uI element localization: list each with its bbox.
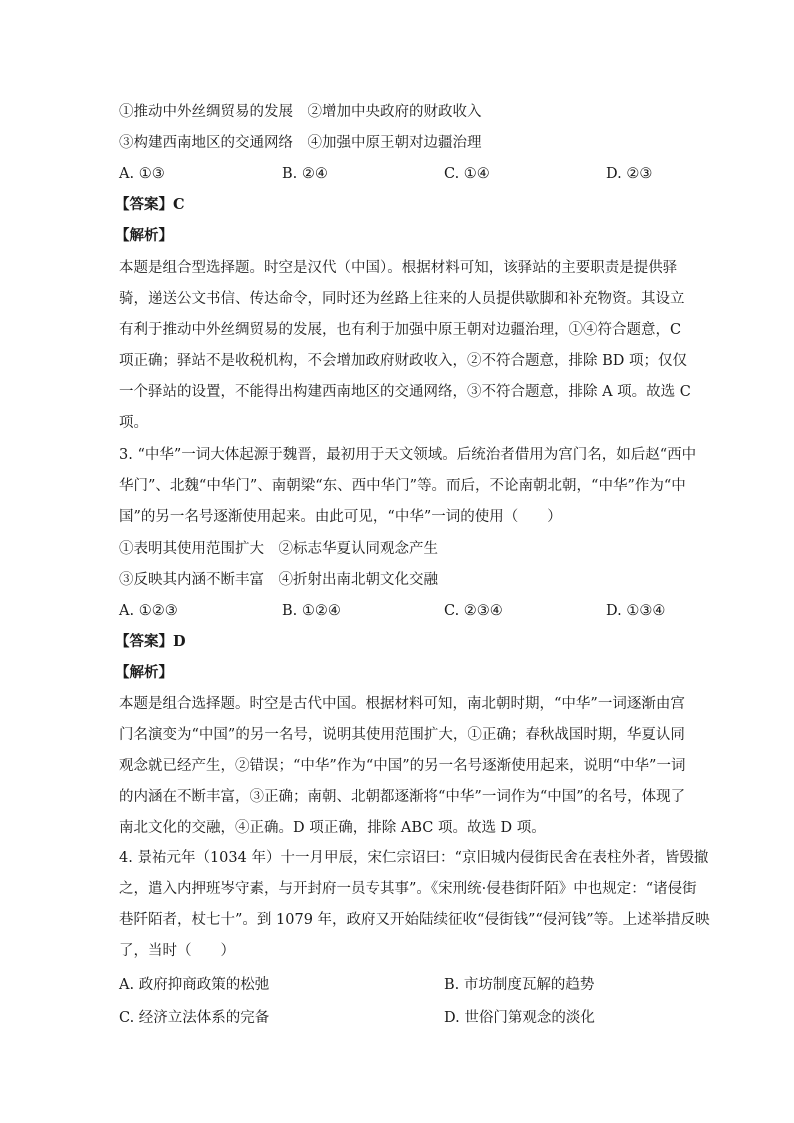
q2-analysis-line: 一个驿站的设置，不能得出构建西南地区的交通网络，③不符合题意，排除 A 项。故选 C <box>119 384 691 400</box>
q2-statements-line-1: ①推动中外丝绸贸易的发展 ②增加中央政府的财政收入 <box>119 104 482 120</box>
q2-option-c: C. ①④ <box>444 166 490 182</box>
q3-statements-line-1: ①表明其使用范围扩大 ②标志华夏认同观念产生 <box>119 541 438 557</box>
q3-option-d: D. ①③④ <box>606 603 666 619</box>
q4-stem-line: 之，遣入内押班岑守素，与开封府一员专其事”。《宋刑统·侵巷街阡陌》中也规定：“诸侵街 <box>119 881 697 897</box>
q3-answer: 【答案】D <box>115 633 186 650</box>
q4-option-d: D. 世俗门第观念的淡化 <box>444 1010 595 1026</box>
q3-analysis-text <box>119 689 686 844</box>
q3-analysis-line: 门名演变为“中国”的另一名号，说明其使用范围扩大，①正确；春秋战国时期，华夏认同 <box>119 727 685 743</box>
q3-analysis-line: 南北文化的交融，④正确。D 项正确，排除 ABC 项。故选 D 项。 <box>119 820 546 836</box>
q3-stem-line: 3. “中华”一词大体起源于魏晋，最初用于天文领域。后统治者借用为宫门名，如后赵“西中 <box>119 447 697 463</box>
q4-stem-line: 巷阡陌者，杖七十”。到 1079 年，政府又开始陆续征收“侵街钱”“侵河钱”等。上述举措反映 <box>119 912 710 928</box>
q2-analysis-text <box>119 253 691 439</box>
q3-option-a: A. ①②③ <box>119 603 178 619</box>
q2-analysis-line: 骑，递送公文书信、传达命令，同时还为丝路上往来的人员提供歇脚和补充物资。其设立 <box>119 291 685 307</box>
q2-option-a: A. ①③ <box>119 166 165 182</box>
q3-analysis-line: 本题是组合选择题。时空是古代中国。根据材料可知，南北朝时期，“中华”一词逐渐由宫 <box>119 696 685 712</box>
q3-option-c: C. ②③④ <box>444 603 503 619</box>
q3-analysis-label: 【解析】 <box>115 664 173 681</box>
q3-analysis-line: 的内涵在不断丰富，③正确；南朝、北朝都逐渐将“中华”一词作为“中国”的名号，体现了 <box>119 789 686 805</box>
q3-stem-line: 华门”、北魏“中华门”、南朝梁“东、西中华门”等。而后，不论南朝北朝，“中华”作为“中 <box>119 478 686 494</box>
q4-option-b: B. 市坊制度瓦解的趋势 <box>444 977 595 993</box>
q2-analysis-label: 【解析】 <box>115 227 173 244</box>
q4-option-a: A. 政府抑商政策的松弛 <box>119 977 270 993</box>
q2-option-d: D. ②③ <box>606 166 653 182</box>
q2-analysis-line: 有利于推动中外丝绸贸易的发展，也有利于加强中原王朝对边疆治理，①④符合题意，C <box>119 322 682 338</box>
q2-analysis-line: 项。 <box>119 415 148 431</box>
q3-option-b: B. ①②④ <box>282 603 341 619</box>
q3-analysis-line: 观念就已经产生，②错误；“中华”作为“中国”的另一名号逐渐使用起来，说明“中华”一词 <box>119 758 686 774</box>
q3-stem <box>119 440 697 533</box>
q2-analysis-line: 项正确；驿站不是收税机构，不会增加政府财政收入，②不符合题意，排除 BD 项；仅仅 <box>119 353 687 369</box>
q3-stem-line: 国”的另一名号逐渐使用起来。由此可见，“中华”一词的使用（ ） <box>119 509 562 525</box>
q4-stem-line: 4. 景祐元年（1034 年）十一月甲辰，宋仁宗诏曰：“京旧城内侵街民舍在表柱外者，皆毁撤 <box>119 850 709 866</box>
q4-stem-line: 了，当时（ ） <box>119 943 235 959</box>
q4-stem <box>119 843 710 967</box>
q2-analysis-line: 本题是组合型选择题。时空是汉代（中国）。根据材料可知，该驿站的主要职责是提供驿 <box>119 260 678 276</box>
q2-statements-line-2: ③构建西南地区的交通网络 ④加强中原王朝对边疆治理 <box>119 135 482 151</box>
q2-option-b: B. ②④ <box>282 166 328 182</box>
q2-answer: 【答案】C <box>115 196 185 213</box>
q4-option-c: C. 经济立法体系的完备 <box>119 1010 270 1026</box>
q3-statements-line-2: ③反映其内涵不断丰富 ④折射出南北朝文化交融 <box>119 572 438 588</box>
